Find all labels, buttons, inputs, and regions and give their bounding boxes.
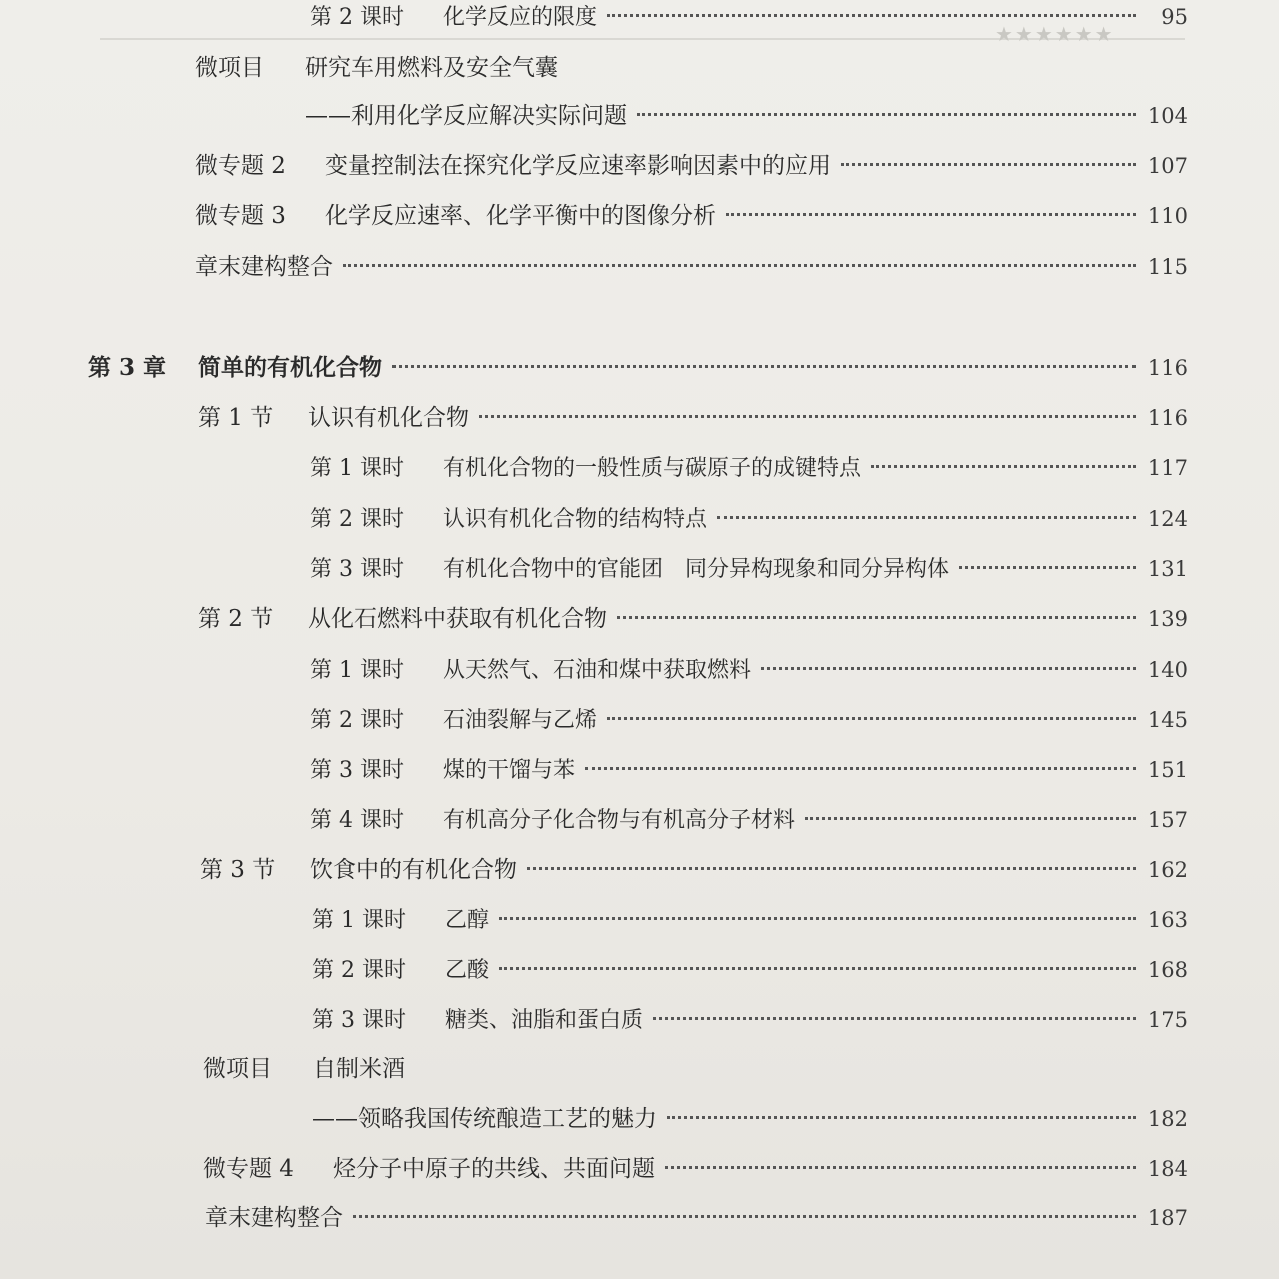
entry-label: 第 2 课时 [310,5,404,30]
toc-entry-lesson[interactable] [310,753,1188,787]
toc-entry-section[interactable] [200,853,1188,887]
entry-title: 简单的有机化合物 [198,354,382,381]
entry-label: 第 3 课时 [312,1008,406,1033]
entry-title: ——利用化学反应解决实际问题 [305,103,627,129]
dot-leader [607,717,1136,720]
toc-entry-lesson[interactable] [310,653,1188,687]
entry-label: 微专题 2 [195,153,286,179]
entry-label: 第 1 节 [198,405,274,431]
dot-leader [841,163,1136,166]
toc-entry-section[interactable] [198,401,1188,435]
entry-title: 乙酸 [445,958,490,983]
toc-entry-lesson[interactable] [310,703,1188,737]
entry-label: 第 3 课时 [310,758,404,783]
entry-page-number: 182 [1147,1107,1188,1131]
entry-title: 有机化合物的一般性质与碳原子的成键特点 [443,456,862,481]
entry-title: 饮食中的有机化合物 [310,857,517,883]
entry-page-number: 131 [1147,557,1188,581]
dot-leader [607,14,1136,17]
entry-title: 自制米酒 [313,1056,405,1082]
entry-page-number: 187 [1147,1206,1188,1230]
toc-entry-micro-topic[interactable] [195,149,1188,183]
entry-page-number: 110 [1147,204,1188,228]
toc-entry-lesson[interactable] [310,0,1188,34]
entry-label: 第 3 节 [200,857,276,883]
toc-entry-lesson[interactable] [312,903,1188,937]
toc-entry-chapter-review[interactable] [205,1201,1188,1235]
dot-leader [959,566,1136,569]
dot-leader [653,1017,1136,1020]
dot-leader [667,1116,1136,1119]
toc-entry-lesson[interactable] [310,502,1188,536]
entry-title: 煤的干馏与苯 [443,758,576,783]
dot-leader [726,213,1136,216]
entry-page-number: 151 [1147,758,1188,782]
toc-entry-micro-project[interactable] [195,51,1188,85]
bleed-through-stars: ★★★★★★ [995,22,1115,46]
dot-leader [353,1215,1136,1218]
toc-entry-chapter-review[interactable] [195,250,1188,284]
dot-leader [499,967,1136,970]
entry-page-number: 139 [1147,607,1188,631]
entry-title: 研究车用燃料及安全气囊 [305,55,558,81]
dot-leader [499,917,1136,920]
dot-leader [617,616,1136,619]
entry-page-number: 184 [1147,1157,1188,1181]
dot-leader [871,465,1136,468]
toc-entry-lesson[interactable] [312,953,1188,987]
entry-title: 有机化合物中的官能团 同分异构现象和同分异构体 [443,557,950,582]
entry-title: 认识有机化合物 [308,405,469,431]
entry-page-number: 116 [1147,406,1188,430]
entry-page-number: 175 [1147,1008,1188,1032]
toc-entry-lesson[interactable] [310,451,1188,485]
entry-page-number: 145 [1147,708,1188,732]
toc-entry-section[interactable] [198,602,1188,636]
entry-label: 第 1 课时 [312,908,406,933]
entry-title: 乙醇 [445,908,490,933]
dot-leader [479,415,1136,418]
entry-title: 糖类、油脂和蛋白质 [445,1008,644,1033]
entry-page-number: 157 [1147,808,1188,832]
entry-page-number: 162 [1147,858,1188,882]
entry-title: 烃分子中原子的共线、共面问题 [333,1156,655,1182]
toc-entry-micro-topic[interactable] [203,1152,1188,1186]
entry-label: 第 3 课时 [310,557,404,582]
entry-title: 章末建构整合 [195,254,333,280]
entry-label: 第 2 节 [198,606,274,632]
entry-title: ——领略我国传统酿造工艺的魅力 [312,1106,657,1132]
dot-leader [527,867,1136,870]
entry-label: 微项目 [195,55,264,81]
entry-title: 石油裂解与乙烯 [443,708,598,733]
entry-label: 第 4 课时 [310,808,404,833]
entry-label: 第 2 课时 [312,958,406,983]
dot-leader [343,264,1136,267]
entry-label: 微项目 [203,1056,272,1082]
dot-leader [761,667,1136,670]
entry-title: 化学反应速率、化学平衡中的图像分析 [325,203,716,229]
entry-page-number: 140 [1147,658,1188,682]
dot-leader [665,1166,1136,1169]
toc-entry-chapter[interactable] [88,351,1188,385]
entry-label: 微专题 4 [203,1156,294,1182]
entry-page-number: 168 [1147,958,1188,982]
entry-title: 章末建构整合 [205,1205,343,1231]
entry-label: 第 1 课时 [310,456,404,481]
entry-title: 从天然气、石油和煤中获取燃料 [443,658,752,683]
entry-title: 有机高分子化合物与有机高分子材料 [443,808,796,833]
entry-page-number: 107 [1147,154,1188,178]
dot-leader [392,365,1136,368]
entry-label: 第 2 课时 [310,708,404,733]
entry-title: 化学反应的限度 [443,5,598,30]
toc-entry-subtitle[interactable] [305,99,1188,133]
entry-page-number: 117 [1147,456,1188,480]
entry-title: 认识有机化合物的结构特点 [443,507,708,532]
entry-label: 第 2 课时 [310,507,404,532]
toc-entry-micro-topic[interactable] [195,199,1188,233]
dot-leader [585,767,1136,770]
entry-page-number: 95 [1161,5,1188,29]
entry-title: 从化石燃料中获取有机化合物 [308,606,607,632]
entry-label: 微专题 3 [195,203,286,229]
toc-entry-lesson[interactable] [312,1003,1188,1037]
toc-entry-lesson[interactable] [310,803,1188,837]
entry-page-number: 163 [1147,908,1188,932]
entry-page-number: 124 [1147,507,1188,531]
entry-page-number: 116 [1147,356,1188,380]
entry-page-number: 104 [1147,104,1188,128]
dot-leader [805,817,1136,820]
dot-leader [717,516,1136,519]
dot-leader [637,113,1136,116]
entry-label: 第 1 课时 [310,658,404,683]
toc-entry-subtitle[interactable] [312,1102,1188,1136]
toc-entry-lesson[interactable] [310,552,1188,586]
entry-page-number: 115 [1147,255,1188,279]
entry-label: 第 3 章 [88,354,167,381]
entry-title: 变量控制法在探究化学反应速率影响因素中的应用 [325,153,831,179]
toc-entry-micro-project[interactable] [203,1052,1188,1086]
